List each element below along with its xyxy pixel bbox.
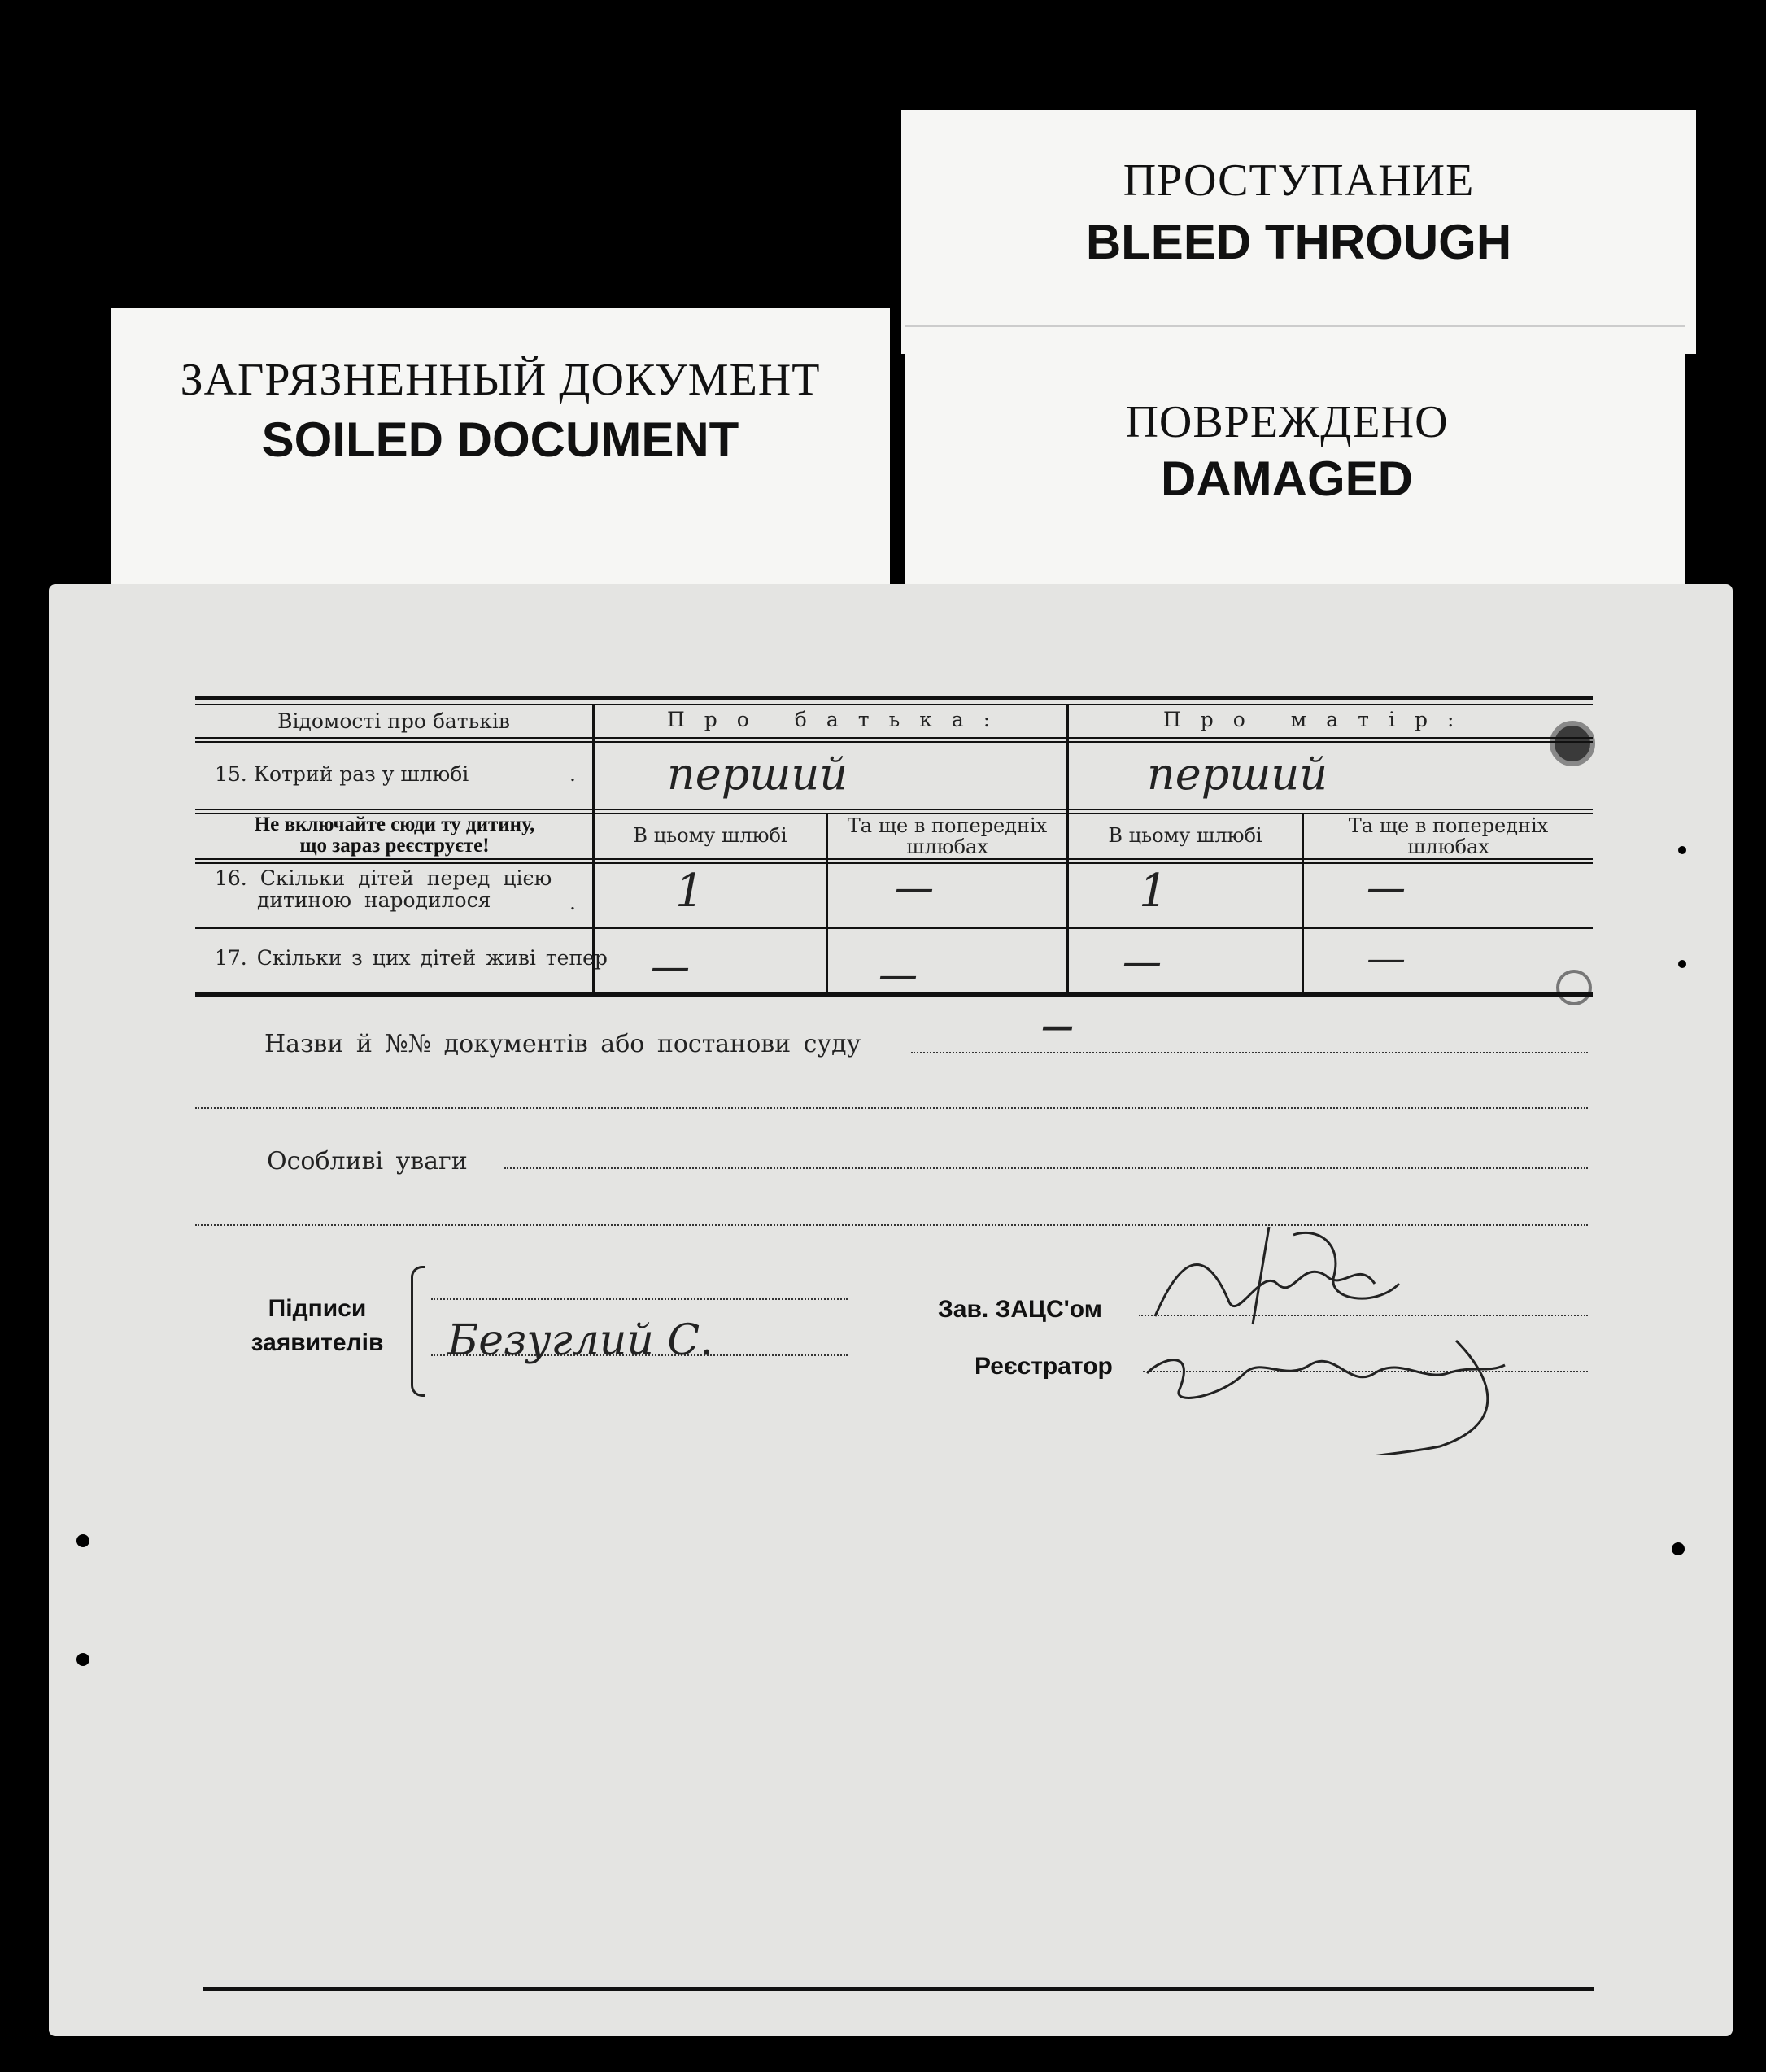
official-signatures	[1131, 1210, 1586, 1455]
exclude-note	[203, 814, 586, 857]
soiled-document-ru: ЗАГРЯЗНЕННЫЙ ДОКУМЕНТ	[180, 355, 821, 405]
father-previous-line2: шлюбах	[906, 835, 988, 858]
table-col-rule	[1066, 705, 1069, 994]
row17-father-this: —	[651, 944, 690, 989]
row15-father-value: перший	[667, 748, 848, 800]
mother-previous-line2: шлюбах	[1407, 835, 1489, 858]
row16-mother-this: 1	[1139, 865, 1168, 918]
remarks-line	[504, 1167, 1588, 1169]
col-header-mother: Про матір:	[1163, 708, 1474, 731]
row15-label: 15. Котрий раз у шлюбі	[215, 762, 469, 786]
table-rule	[195, 741, 1593, 743]
row16-father-prev: —	[895, 865, 934, 910]
head-zags-label: Зав. ЗАЦС'ом	[938, 1296, 1102, 1323]
page-bottom-rule	[203, 1987, 1594, 1991]
row17-father-prev: —	[879, 952, 918, 997]
bleed-through-ru: ПРОСТУПАНИЕ	[1123, 155, 1475, 206]
soiled-document-en: SOILED DOCUMENT	[261, 412, 739, 467]
soiled-document-card	[111, 308, 890, 596]
grommet-icon	[1556, 970, 1592, 1005]
row17-label: 17. Скільки з цих дітей живі тепер	[215, 946, 608, 970]
row16-dot: .	[569, 891, 576, 914]
father-previous-header	[828, 815, 1066, 857]
applicant-signature: Безуглий С.	[447, 1316, 713, 1365]
remarks-label: Особливі уваги	[267, 1147, 468, 1176]
applicants-line1: Підписи	[268, 1295, 367, 1322]
row17-mother-this: —	[1123, 939, 1162, 984]
col-header-parents: Відомості про батьків	[277, 709, 510, 733]
table-rule	[195, 858, 1593, 860]
documents-value: —	[1041, 1007, 1074, 1045]
mother-previous-line1: Та ще в попередніх	[1348, 814, 1549, 837]
table-rule	[195, 927, 1593, 929]
mother-this-marriage-header: В цьому шлюбі	[1108, 824, 1262, 847]
punch-hole	[76, 1534, 89, 1547]
registrar-label: Реєстратор	[975, 1353, 1113, 1380]
father-previous-line1: Та ще в попередніх	[847, 814, 1048, 837]
row15-dot: .	[569, 762, 576, 786]
row16-label	[215, 867, 552, 911]
applicants-signatures-label	[236, 1292, 399, 1360]
row15-mother-value: перший	[1147, 748, 1328, 800]
row16-label-line1: 16. Скільки дітей перед цією	[215, 866, 552, 890]
mother-previous-header	[1304, 815, 1593, 857]
documents-line	[911, 1052, 1588, 1053]
punch-hole	[1672, 1542, 1685, 1555]
row17-mother-prev: —	[1367, 936, 1406, 981]
punch-hole	[76, 1653, 89, 1666]
row16-father-this: 1	[675, 865, 704, 918]
father-this-marriage-header: В цьому шлюбі	[633, 824, 787, 847]
exclude-note-line1: Не включайте сюди ту дитину,	[254, 814, 535, 835]
punch-hole	[1678, 846, 1686, 854]
table-rule	[195, 809, 1593, 810]
col-header-father: Про батька:	[667, 708, 1010, 731]
exclude-note-line2: що зараз реєструєте!	[299, 835, 490, 857]
table-rule	[195, 862, 1593, 864]
table-top-rule	[195, 696, 1593, 700]
punch-hole	[1678, 960, 1686, 968]
row16-label-line2: дитиною народилося	[257, 888, 491, 912]
bleed-through-en: BLEED THROUGH	[1085, 215, 1512, 269]
applicants-line2: заявителів	[251, 1329, 384, 1356]
damaged-card	[905, 325, 1685, 604]
damaged-en: DAMAGED	[1161, 451, 1413, 506]
signature-brace	[411, 1266, 425, 1397]
documents-label: Назви й №№ документів або постанови суду	[264, 1030, 861, 1058]
applicant-sig-line-1	[431, 1298, 848, 1300]
table-rule	[195, 704, 1593, 705]
damaged-ru: ПОВРЕЖДЕНО	[1125, 397, 1449, 447]
bleed-through-card	[901, 110, 1696, 354]
documents-line-2	[195, 1107, 1588, 1109]
registration-form-page	[49, 584, 1733, 2036]
row16-mother-prev: —	[1367, 865, 1406, 910]
table-rule	[195, 737, 1593, 739]
